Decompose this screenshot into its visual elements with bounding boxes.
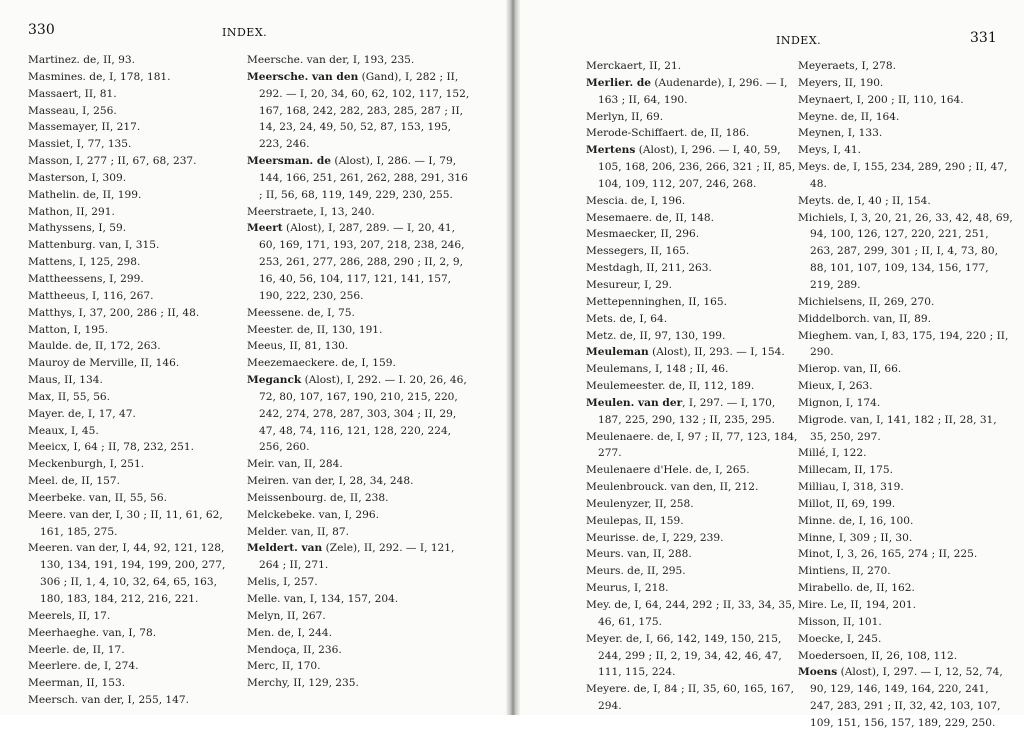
- index-entry: [28, 103, 243, 120]
- index-entry: [586, 75, 798, 109]
- index-entry: [28, 675, 243, 692]
- index-entry-text: Meurs. van, II, 288.: [586, 548, 692, 561]
- index-entry: [586, 597, 798, 631]
- index-entry: [247, 355, 472, 372]
- index-entry-text: Messegers, II, 165.: [586, 245, 690, 258]
- index-entry-text: Mire. Le, II, 194, 201.: [798, 599, 916, 611]
- index-entry: [798, 580, 1013, 597]
- index-entry-text: (Alost), II, 293. — I, 154.: [648, 346, 785, 359]
- index-entry: [586, 210, 798, 227]
- index-entry-text: (Alost), I, 296. — I, 40, 59, 105, 168, 206, 236, 266, 321 ; II, 85, 104, 109, 112, 207, 246, 268.: [598, 144, 796, 190]
- index-entry: [28, 237, 243, 254]
- index-entry-text: Mesemaere. de, II, 148.: [586, 211, 714, 224]
- index-entry-text: Meulenaere. de, I, 97 ; II, 77, 123, 184, 277.: [586, 430, 798, 460]
- index-entry: [247, 658, 472, 675]
- index-entry-text: , I, 297. — I, 170, 187, 225, 290, 132 ; II, 235, 295.: [598, 396, 776, 426]
- index-entry-text: (Alost), I, 286. — I, 79, 144, 166, 251, 261, 262, 288, 291, 316 ; II, 56, 68, 119, 149, 229, 230, 255.: [259, 155, 468, 201]
- index-entry-text: Meurus, I, 218.: [586, 582, 669, 595]
- index-entry-text: Merckaert, II, 21.: [586, 60, 682, 72]
- index-entry-text: Meersche. van der, I, 193, 235.: [247, 54, 415, 66]
- index-entry-text: Michielsens, II, 269, 270.: [798, 295, 935, 308]
- index-entry-text: Meynen, I, 133.: [798, 127, 883, 140]
- index-entry: [28, 220, 243, 237]
- index-entry: [28, 69, 243, 86]
- index-entry-text: Mathyssens, I, 59.: [28, 222, 127, 235]
- index-entry-text: Moecke, I, 245.: [798, 632, 882, 645]
- index-entry-text: Mirabello. de, II, 162.: [798, 582, 915, 595]
- index-entry: [798, 378, 1013, 395]
- index-entry: [798, 58, 1013, 75]
- index-entry-text: Meulenyzer, II, 258.: [586, 497, 694, 510]
- index-entry: [586, 513, 798, 530]
- index-entry-text: Merchy, II, 129, 235.: [247, 677, 359, 690]
- index-entry-text: Masmines. de, I, 178, 181.: [28, 70, 171, 83]
- running-header: INDEX.: [222, 26, 268, 39]
- index-entry-text: Mestdagh, II, 211, 263.: [586, 262, 712, 275]
- index-entry-text: Metz. de, II, 97, 130, 199.: [586, 329, 726, 342]
- index-entry: [586, 681, 798, 715]
- index-entry: [798, 92, 1013, 109]
- index-entry: [28, 389, 243, 406]
- running-header: INDEX.: [776, 34, 822, 47]
- index-entry: [798, 361, 1013, 378]
- index-entry-text: (Alost), I, 287, 289. — I, 20, 41, 60, 169, 171, 193, 207, 218, 238, 246, 253, 261, 277, 286, 288, 290 ; II, 2, 9, 16, 40, 56, 104, 117, 121, 141, 157, 190, 222, 230, 256.: [259, 222, 465, 302]
- index-entry-term: Moens: [798, 666, 838, 679]
- index-entry-term: Meldert. van: [247, 542, 323, 555]
- index-entry-term: Mertens: [586, 144, 636, 157]
- index-entry: [247, 153, 472, 204]
- index-entry: [798, 496, 1013, 513]
- index-entry-text: Meiren. van der, I, 28, 34, 248.: [247, 475, 414, 488]
- index-entry-text: Merode-Schiffaert. de, II, 186.: [586, 127, 750, 140]
- index-column: [798, 58, 1013, 732]
- index-entry-text: Meerels, II, 17.: [28, 609, 111, 622]
- index-entry-text: Melder. van, II, 87.: [247, 525, 350, 538]
- index-entry: [247, 608, 472, 625]
- index-entry-text: Meurs. de, II, 295.: [586, 565, 686, 578]
- index-entry: [28, 473, 243, 490]
- index-entry-text: Mattenburg. van, I, 315.: [28, 239, 160, 252]
- index-entry: [28, 86, 243, 103]
- index-entry: [798, 193, 1013, 210]
- index-entry: [247, 490, 472, 507]
- index-entry-text: Meissenbourg. de, II, 238.: [247, 491, 389, 504]
- index-entry: [798, 563, 1013, 580]
- index-entry: [247, 220, 472, 304]
- index-entry-text: Mauroy de Merville, II, 146.: [28, 357, 180, 370]
- index-entry-text: Meir. van, II, 284.: [247, 458, 343, 471]
- index-entry-term: Meersche. van den: [247, 70, 359, 83]
- index-entry-text: Matton, I, 195.: [28, 323, 109, 336]
- index-entry: [798, 159, 1013, 193]
- index-entry: [798, 412, 1013, 446]
- index-entry: [586, 344, 798, 361]
- index-entry-text: Meaux, I, 45.: [28, 424, 99, 437]
- index-entry-text: Meel. de, II, 157.: [28, 475, 120, 488]
- index-entry: [247, 625, 472, 642]
- index-entry-text: Meyts. de, I, 40 ; II, 154.: [798, 194, 931, 207]
- index-entry-term: Meulen. van der: [586, 396, 683, 409]
- index-entry: [28, 490, 243, 507]
- index-entry: [247, 591, 472, 608]
- index-entry: [28, 625, 243, 642]
- index-entry-text: Mayer. de, I, 17, 47.: [28, 407, 136, 420]
- index-entry-text: Meester. de, II, 130, 191.: [247, 323, 383, 336]
- index-entry: [798, 395, 1013, 412]
- index-entry-text: Merlyn, II, 69.: [586, 110, 664, 123]
- index-entry: [798, 664, 1013, 731]
- index-entry-text: Meulenbrouck. van den, II, 212.: [586, 481, 759, 494]
- index-entry-text: Mescia. de, I, 196.: [586, 194, 686, 207]
- index-entry-text: Mattheeus, I, 116, 267.: [28, 289, 154, 302]
- index-entry: [798, 109, 1013, 126]
- index-entry-text: Minot, I, 3, 26, 165, 274 ; II, 225.: [798, 548, 978, 561]
- index-entry: [798, 125, 1013, 142]
- index-entry-text: Massiet, I, 77, 135.: [28, 138, 132, 151]
- index-entry-text: Meere. van der, I, 30 ; II, 11, 61, 62, 161, 185, 275.: [28, 508, 223, 538]
- index-entry-text: Mignon, I, 174.: [798, 396, 881, 409]
- index-entry-text: Milliau, I, 318, 319.: [798, 481, 904, 494]
- index-entry-text: Meerlere. de, I, 274.: [28, 660, 139, 673]
- index-entry: [247, 574, 472, 591]
- index-entry: [28, 423, 243, 440]
- index-entry-text: Meyers, II, 190.: [798, 76, 884, 89]
- index-entry-text: Meys. de, I, 155, 234, 289, 290 ; II, 47, 48.: [798, 161, 1008, 190]
- index-entry: [28, 52, 243, 69]
- index-entry: [586, 243, 798, 260]
- index-entry: [586, 311, 798, 328]
- index-entry: [28, 170, 243, 187]
- index-entry-text: Meerle. de, II, 17.: [28, 643, 125, 656]
- index-entry-text: Massemayer, II, 217.: [28, 121, 141, 134]
- index-entry-text: Mey. de, I, 64, 244, 292 ; II, 33, 34, 35, 46, 61, 175.: [586, 599, 796, 628]
- index-entry-text: Masseau, I, 256.: [28, 104, 117, 117]
- index-entry-term: Meuleman: [586, 346, 649, 359]
- index-entry-text: Meeren. van der, I, 44, 92, 121, 128, 130, 134, 191, 194, 199, 200, 277, 306 ; II, 1, 4, 10, 32, 64, 65, 163, 180, 183, 184, 212, 216, 221.: [28, 542, 226, 605]
- index-entry: [247, 52, 472, 69]
- index-entry-text: Meyer. de, I, 66, 142, 149, 150, 215, 244, 299 ; II, 2, 19, 34, 42, 46, 47, 111, 115, 224.: [586, 632, 782, 679]
- index-entry-text: Mathelin. de, II, 199.: [28, 188, 142, 201]
- index-entry-text: Michiels, I, 3, 20, 21, 26, 33, 42, 48, 69, 94, 100, 126, 127, 220, 221, 251, 263, 287, 299, 301 ; II, I, 4, 73, 80, 88, 101, 107, 109, 134, 156, 177, 219, 289.: [798, 211, 1013, 291]
- index-entry: [28, 204, 243, 221]
- index-entry-text: Meerbeke. van, II, 55, 56.: [28, 491, 167, 504]
- index-entry: [586, 277, 798, 294]
- index-entry-text: Martinez. de, II, 93.: [28, 54, 136, 66]
- index-entry: [798, 513, 1013, 530]
- page-number: 331: [970, 30, 997, 46]
- index-entry: [586, 378, 798, 395]
- index-entry: [586, 260, 798, 277]
- index-entry-text: Meyere. de, I, 84 ; II, 35, 60, 165, 167, 294.: [586, 683, 795, 713]
- page-number: 330: [28, 22, 55, 38]
- index-entry-text: Mets. de, I, 64.: [586, 312, 668, 325]
- index-entry-text: Meeus, II, 81, 130.: [247, 340, 349, 353]
- index-entry-text: Mierop. van, II, 66.: [798, 363, 902, 376]
- index-entry: [586, 361, 798, 378]
- index-entry: [28, 608, 243, 625]
- index-entry: [586, 226, 798, 243]
- index-entry: [798, 311, 1013, 328]
- index-column: [28, 52, 243, 709]
- index-entry-text: Millé, I, 122.: [798, 447, 867, 460]
- index-entry-text: Melckebeke. van, I, 296.: [247, 508, 379, 521]
- index-entry-text: Meeicx, I, 64 ; II, 78, 232, 251.: [28, 441, 194, 454]
- index-entry-text: Meerstraete, I, 13, 240.: [247, 205, 375, 218]
- index-entry-text: (Gand), I, 282 ; II, 292. — I, 20, 34, 60, 62, 102, 117, 152, 167, 168, 242, 282, 283, 285, 287 ; II, 14, 23, 24, 49, 50, 52, 87, 153, 195, 223, 246.: [259, 70, 470, 151]
- index-entry: [28, 322, 243, 339]
- index-entry: [798, 294, 1013, 311]
- index-entry: [586, 395, 798, 429]
- index-entry: [247, 642, 472, 659]
- index-entry: [247, 456, 472, 473]
- index-entry: [586, 193, 798, 210]
- index-entry: [586, 109, 798, 126]
- index-entry-text: (Zele), II, 292. — I, 121, 264 ; II, 271.: [259, 542, 455, 572]
- index-entry: [798, 210, 1013, 294]
- index-entry-text: Mieghem. van, I, 83, 175, 194, 220 ; II, 290.: [798, 329, 1009, 359]
- index-entry: [798, 648, 1013, 665]
- index-entry-text: Max, II, 55, 56.: [28, 390, 111, 403]
- index-entry: [586, 58, 798, 75]
- index-entry-text: Meurisse. de, I, 229, 239.: [586, 531, 724, 544]
- index-entry: [586, 631, 798, 682]
- index-entry: [798, 597, 1013, 614]
- index-entry-text: Mesureur, I, 29.: [586, 278, 672, 291]
- index-entry-text: Masson, I, 277 ; II, 67, 68, 237.: [28, 155, 197, 168]
- index-entry-text: Melle. van, I, 134, 157, 204.: [247, 593, 399, 605]
- index-entry: [586, 546, 798, 563]
- index-entry-text: Millecam, II, 175.: [798, 464, 894, 477]
- index-entry: [28, 305, 243, 322]
- index-entry: [586, 142, 798, 193]
- index-entry-text: Masterson, I, 309.: [28, 171, 127, 184]
- index-entry: [28, 456, 243, 473]
- index-entry: [798, 530, 1013, 547]
- index-entry-text: (Audenarde), I, 296. — I, 163 ; II, 64, 190.: [598, 76, 788, 106]
- index-entry: [798, 462, 1013, 479]
- right-page: [514, 0, 1024, 729]
- index-entry-text: Meezemaeckere. de, I, 159.: [247, 357, 396, 370]
- index-entry-text: Meessene. de, I, 75.: [247, 306, 355, 319]
- index-entry-text: Matthys, I, 37, 200, 286 ; II, 48.: [28, 306, 200, 319]
- index-entry: [247, 69, 472, 153]
- index-entry-text: Meckenburgh, I, 251.: [28, 458, 145, 471]
- index-entry: [586, 328, 798, 345]
- index-entry: [586, 580, 798, 597]
- index-entry: [586, 563, 798, 580]
- index-entry-text: Mieux, I, 263.: [798, 380, 873, 393]
- index-entry: [586, 496, 798, 513]
- index-column: [247, 52, 472, 692]
- left-page: [0, 0, 510, 715]
- index-entry-text: Merc, II, 170.: [247, 660, 321, 673]
- index-entry: [798, 546, 1013, 563]
- index-entry-text: Mattheessens, I, 299.: [28, 272, 144, 285]
- index-entry-term: Meersman. de: [247, 155, 332, 168]
- index-entry: [28, 406, 243, 423]
- index-entry: [28, 288, 243, 305]
- index-entry: [247, 507, 472, 524]
- index-entry: [28, 658, 243, 675]
- index-entry-text: Meulenaere d'Hele. de, I, 265.: [586, 464, 750, 477]
- index-entry: [28, 355, 243, 372]
- index-entry: [798, 142, 1013, 159]
- index-entry: [28, 153, 243, 170]
- index-entry-text: Millot, II, 69, 199.: [798, 497, 896, 510]
- index-entry: [798, 328, 1013, 362]
- index-entry-text: Meulepas, II, 159.: [586, 514, 684, 527]
- index-entry: [28, 439, 243, 456]
- index-entry: [798, 75, 1013, 92]
- index-entry: [28, 507, 243, 541]
- index-entry: [586, 429, 798, 463]
- index-entry: [247, 540, 472, 574]
- index-entry-text: Moedersoen, II, 26, 108, 112.: [798, 649, 958, 662]
- index-column: [586, 58, 798, 715]
- index-entry: [247, 473, 472, 490]
- index-entry-text: Meerhaeghe. van, I, 78.: [28, 626, 157, 639]
- index-entry: [247, 524, 472, 541]
- index-entry: [586, 479, 798, 496]
- index-entry: [28, 254, 243, 271]
- index-entry: [247, 204, 472, 221]
- index-entry-text: Migrode. van, I, 141, 182 ; II, 28, 31, 35, 250, 297.: [798, 413, 997, 443]
- index-entry-text: Maus, II, 134.: [28, 374, 103, 387]
- index-entry-text: Middelborch. van, II, 89.: [798, 312, 931, 325]
- index-entry-text: Mesmaecker, II, 296.: [586, 228, 700, 241]
- index-entry: [28, 338, 243, 355]
- index-entry: [28, 692, 243, 709]
- index-entry-term: Meganck: [247, 374, 302, 387]
- index-entry: [28, 136, 243, 153]
- index-entry-text: Men. de, I, 244.: [247, 626, 332, 639]
- index-entry-text: Maulde. de, II, 172, 263.: [28, 340, 161, 353]
- index-entry-text: Minne, I, 309 ; II, 30.: [798, 531, 913, 544]
- index-entry-text: Meynaert, I, 200 ; II, 110, 164.: [798, 93, 964, 106]
- index-entry: [247, 305, 472, 322]
- index-entry: [28, 372, 243, 389]
- index-entry: [798, 479, 1013, 496]
- index-entry: [798, 445, 1013, 462]
- index-entry-text: Meyne. de, II, 164.: [798, 110, 900, 123]
- index-entry: [247, 322, 472, 339]
- index-entry-text: Misson, II, 101.: [798, 615, 882, 628]
- index-entry-text: Massaert, II, 81.: [28, 87, 117, 100]
- index-entry: [28, 119, 243, 136]
- index-entry-text: Mendoça, II, 236.: [247, 643, 342, 656]
- index-entry: [28, 642, 243, 659]
- index-entry-text: Mathon, II, 291.: [28, 205, 115, 218]
- index-entry-text: Melyn, II, 267.: [247, 609, 326, 622]
- index-entry: [798, 631, 1013, 648]
- index-entry-text: Mintiens, II, 270.: [798, 565, 891, 578]
- index-entry-text: Mattens, I, 125, 298.: [28, 256, 141, 269]
- index-entry-text: (Alost), I, 292. — I. 20, 26, 46, 72, 80, 107, 167, 190, 210, 215, 220, 242, 274, 278, 287, 303, 304 ; II, 29, 47, 48, 74, 116, 121, 128, 220, 224, 256, 260.: [259, 374, 467, 454]
- index-entry-term: Merlier. de: [586, 76, 651, 89]
- index-entry: [247, 675, 472, 692]
- index-entry: [798, 614, 1013, 631]
- index-entry: [586, 530, 798, 547]
- index-entry: [28, 540, 243, 607]
- index-entry-text: Minne. de, I, 16, 100.: [798, 514, 914, 527]
- index-entry-text: Meerman, II, 153.: [28, 677, 126, 690]
- index-entry-text: Meulemeester. de, II, 112, 189.: [586, 380, 755, 393]
- index-entry: [586, 125, 798, 142]
- index-entry: [586, 462, 798, 479]
- index-entry-text: Meys, I, 41.: [798, 144, 862, 157]
- index-entry-text: (Alost), I, 297. — I, 12, 52, 74, 90, 129, 146, 149, 164, 220, 241, 247, 283, 291 ; II, 32, 42, 103, 107, 109, 151, 156, 157, 189, 229, 250.: [810, 666, 1003, 729]
- index-entry: [28, 271, 243, 288]
- index-entry-text: Meulemans, I, 148 ; II, 46.: [586, 363, 729, 376]
- index-entry-text: Meyeraets, I, 278.: [798, 60, 896, 72]
- index-entry: [247, 338, 472, 355]
- index-entry: [586, 294, 798, 311]
- index-entry-term: Meert: [247, 222, 283, 235]
- index-entry-text: Melis, I, 257.: [247, 576, 318, 589]
- index-entry-text: Meersch. van der, I, 255, 147.: [28, 694, 190, 707]
- index-entry: [247, 372, 472, 456]
- index-entry: [28, 187, 243, 204]
- index-entry-text: Mettepenninghen, II, 165.: [586, 295, 727, 308]
